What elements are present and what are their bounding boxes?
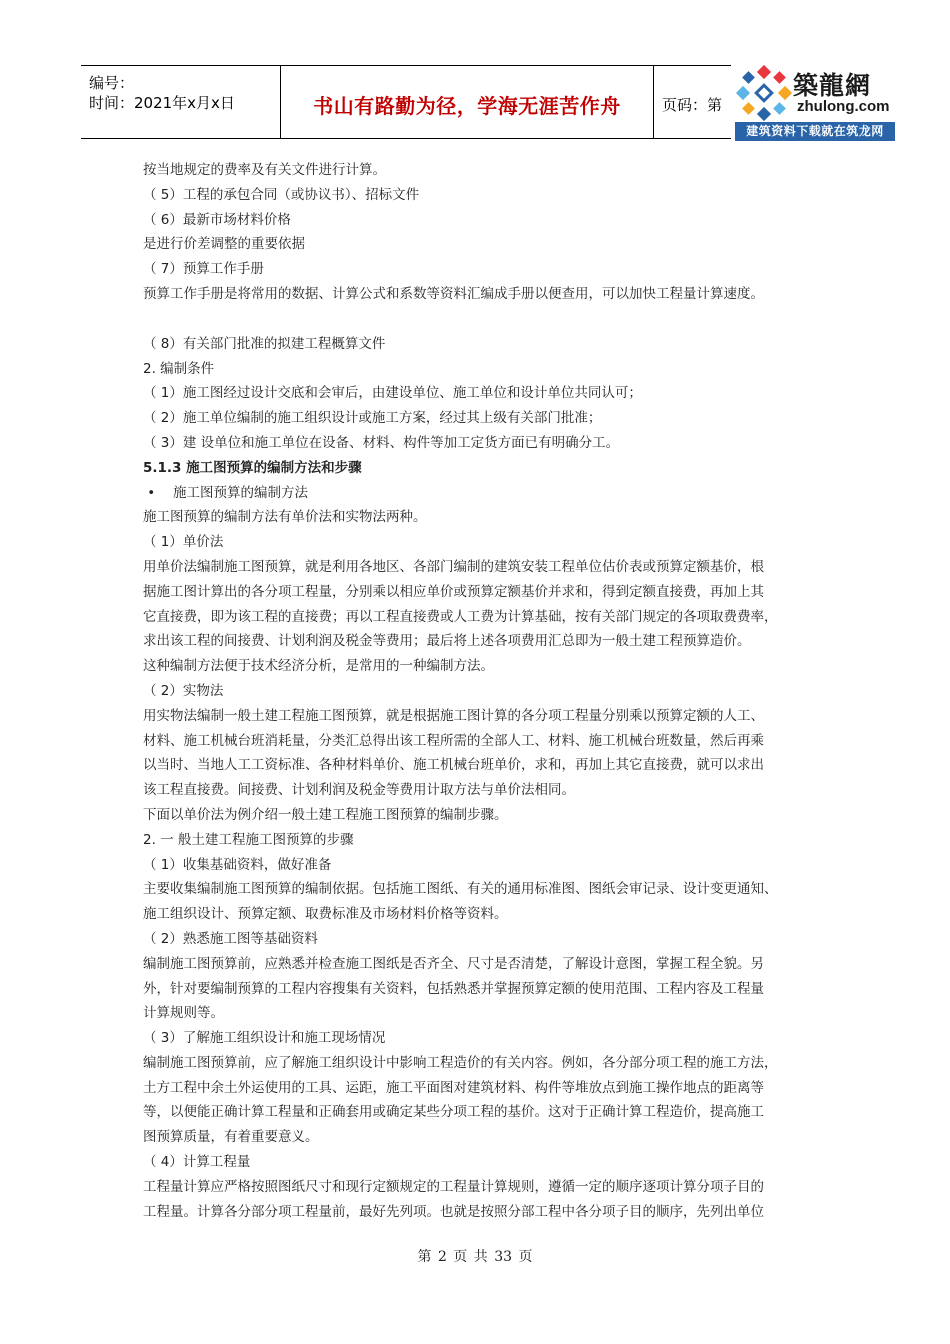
body-line: 图预算质量，有着重要意义。 [143,1129,319,1146]
body-line: （ 3）建 设单位和施工单位在设备、材料、构件等加工定货方面已有明确分工。 [143,434,620,451]
body-line: （ 5）工程的承包合同（或协议书）、招标文件 [143,186,420,203]
document-body [143,158,813,1224]
body-line: 外，针对要编制预算的工程内容搜集有关资料，包括熟悉并掌握预算定额的使用范围、工程内容及工程量 [143,980,764,997]
body-line: （ 2）实物法 [143,682,224,699]
body-line: 用实物法编制一般土建工程施工图预算，就是根据施工图计算的各分项工程量分别乘以预算定额的人工、 [143,707,764,724]
section-heading: 5.1.3 施工图预算的编制方法和步骤 [143,459,362,476]
body-line: 2. 编制条件 [143,360,215,377]
body-line: 求出该工程的间接费、计划利润及税金等费用；最后将上述各项费用汇总即为一般土建工程预算造价。 [143,633,751,650]
page-label: 页码：第 [662,96,723,114]
bullet-icon: • [143,484,156,501]
bullet-item [143,481,813,506]
body-line: 土方工程中余土外运使用的工具、运距，施工平面图对建筑材料、构件等堆放点到施工操作地点的距离等 [143,1079,764,1096]
body-line: 以当时、当地人工工资标准、各种材料单价、施工机械台班单价，求和，再加上其它直接费，就可以求出 [143,757,764,774]
number-label: 编号： [89,74,135,92]
body-line: （ 1）施工图经过设计交底和会审后，由建设单位、施工单位和设计单位共同认可； [143,385,642,402]
body-line: （ 8）有关部门批准的拟建工程概算文件 [143,335,386,352]
body-line: 预算工作手册是将常用的数据、计算公式和系数等资料汇编成手册以便查用，可以加快工程量计算速度。 [143,285,764,302]
logo-slogan: 建筑资料下载就在筑龙网 [735,122,895,141]
body-line: 编制施工图预算前，应了解施工组织设计中影响工程造价的有关内容。例如，各分部分项工程的施工方法， [143,1054,778,1071]
page-footer: 第 2 页 共 33 页 [417,1249,533,1265]
body-line: （ 7）预算工作手册 [143,261,264,278]
body-line: （ 2）施工单位编制的施工组织设计或施工方案，经过其上级有关部门批准； [143,410,602,427]
body-line: 按当地规定的费率及有关文件进行计算。 [143,162,386,178]
body-line: （ 3）了解施工组织设计和施工现场情况 [143,1030,386,1047]
body-line: （ 6）最新市场材料价格 [143,211,291,228]
body-line: 等，以便能正确计算工程量和正确套用或确定某些分项工程的基价。这对于正确计算工程造价，提高施工 [143,1104,764,1121]
bullet-text: 施工图预算的编制方法 [173,484,308,501]
body-line: 施工组织设计、预算定额、取费标准及市场材料价格等资料。 [143,906,508,923]
header-motto-cell [281,66,654,138]
body-line: 这种编制方法便于技术经济分析，是常用的一种编制方法。 [143,658,494,675]
motto-text: 书山有路勤为径，学海无涯苦作舟 [313,94,621,118]
body-line: 工程量计算应严格按照图纸尺寸和现行定额规定的工程量计算规则，遵循一定的顺序逐项计算分项子目的 [143,1178,764,1195]
body-line: 下面以单价法为例介绍一般土建工程施工图预算的编制步骤。 [143,806,508,823]
logo-chinese-name: 築龍網 [793,71,872,100]
body-line: 2. 一 般土建工程施工图预算的步骤 [143,831,354,848]
body-line: 该工程直接费。间接费、计划利润及税金等费用计取方法与单价法相同。 [143,782,575,799]
time-label: 时间：2021年x月x日 [89,94,235,112]
body-line: 施工图预算的编制方法有单价法和实物法两种。 [143,509,427,526]
header-meta-cell [81,66,281,138]
body-line: 据施工图计算出的各分项工程量，分别乘以相应单价或预算定额基价并求和，得到定额直接费，再加上其 [143,583,764,600]
zhulong-logo [731,60,895,142]
body-line: 主要收集编制施工图预算的编制依据。包括施工图纸、有关的通用标准图、图纸会审记录、设计变更通知、 [143,881,778,898]
body-line: 材料、施工机械台班消耗量，分类汇总得出该工程所需的全部人工、材料、施工机械台班数量，然后再乘 [143,732,764,749]
zhulong-snowflake-icon [735,64,793,122]
body-line: （ 2）熟悉施工图等基础资料 [143,930,318,947]
body-line: 计算规则等。 [143,1005,224,1022]
body-line: （ 4）计算工程量 [143,1154,251,1171]
logo-domain: zhulong.com [797,98,890,115]
body-line: 它直接费，即为该工程的直接费；再以工程直接费或人工费为计算基础，按有关部门规定的各项取费费率， [143,608,778,625]
body-line: 用单价法编制施工图预算，就是利用各地区、各部门编制的建筑安装工程单位估价表或预算定额基价，根 [143,558,764,575]
body-line: 编制施工图预算前，应熟悉并检查施工图纸是否齐全、尺寸是否清楚，了解设计意图，掌握工程全貌。另 [143,955,764,972]
body-line: （ 1）收集基础资料，做好准备 [143,856,332,873]
body-line: 工程量。计算各分部分项工程量前，最好先列项。也就是按照分部工程中各分项子目的顺序，先列出单位 [143,1203,764,1220]
body-line: 是进行价差调整的重要依据 [143,236,305,253]
body-line: （ 1）单价法 [143,534,224,551]
